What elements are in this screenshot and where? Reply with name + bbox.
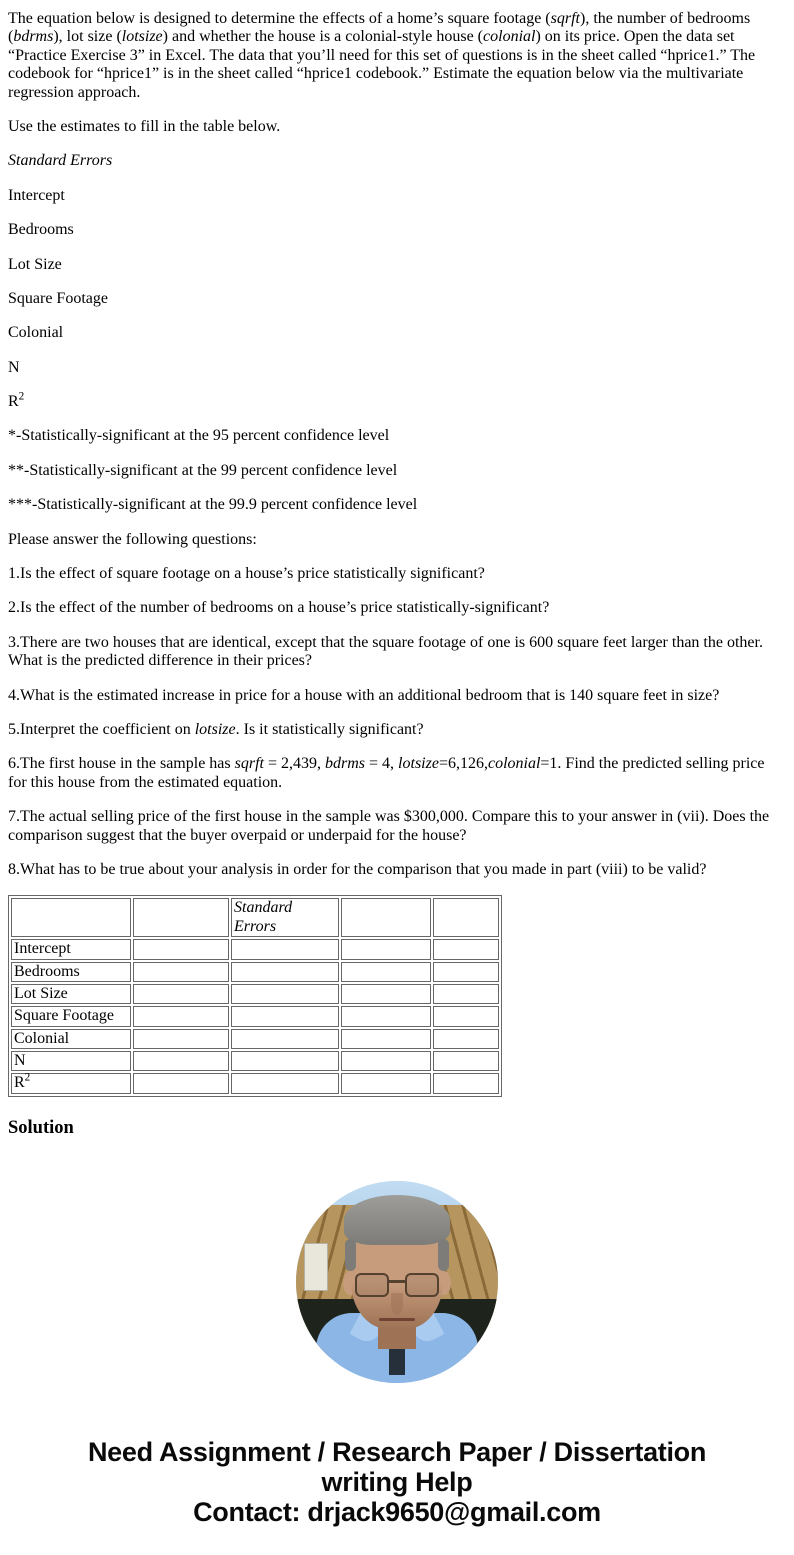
avatar-hair-side-right [438,1239,449,1271]
footer-contact-text: Contact: drjack9650@gmail.com [193,1496,601,1527]
empty-cell [433,939,499,959]
table-row [11,1051,499,1071]
empty-cell [133,1006,229,1026]
solution-heading: Solution [8,1117,74,1138]
empty-cell [433,1029,499,1049]
avatar-wall-frame [304,1243,328,1291]
intro-paragraph: The equation below is designed to determine the effects of a home’s square footage (sqrft), the number of bedrooms (bdrms), lot size (lotsize) and whether the house is a colonial-style house (colonial) on its price. Open the data set “Practice Exercise 3” in Excel. The data that you’ll need for this set of questions is in the sheet called “hprice1.” The codebook for “hprice1” is in the sheet called “hprice1 codebook.” Estimate the equation below via the multivariate regression approach. [8,10,756,101]
question-3: 3.There are two houses that are identical, except that the square footage of one is 600 square feet larger than the other. What is the predicted difference in their prices? [8,633,763,670]
field-label-square-footage: Square Footage [8,289,108,307]
empty-cell [341,898,431,937]
table-header-row [11,898,499,937]
avatar-glasses-bridge [389,1280,405,1283]
r-label: R [8,393,19,411]
question-7: 7.The actual selling price of the first house in the sample was $300,000. Compare this to your answer in (vii). Does the comparison suggest that the buyer overpaid or underpaid for the house? [8,808,770,844]
table-row [11,1029,499,1049]
empty-cell [433,1051,499,1071]
footer-help-line2: writing Help [321,1466,473,1497]
question-4: 4.What is the estimated increase in price for a house with an additional bedroom that is 140 square feet in size? [8,686,720,704]
standard-errors-label: Standard Errors [8,152,113,170]
empty-cell [341,1073,431,1093]
table-row [11,1006,499,1026]
avatar-nose [391,1293,403,1315]
row-label-cell: Bedrooms [11,962,131,982]
empty-cell [231,1006,339,1026]
question-2: 2.Is the effect of the number of bedrooms on a house’s price statistically-significant? [8,599,550,617]
empty-cell [341,984,431,1004]
avatar-hair-side-left [345,1239,356,1271]
empty-cell [133,984,229,1004]
fill-instruction: Use the estimates to fill in the table below. [8,117,281,135]
questions-intro: Please answer the following questions: [8,530,257,548]
field-label-lot-size: Lot Size [8,255,62,273]
tutor-photo-wrap [8,1181,786,1388]
significance-note-999: ***-Statistically-significant at the 99.9 percent confidence level [8,496,418,514]
question-8: 8.What has to be true about your analysis in order for the comparison that you made in part (viii) to be valid? [8,860,707,878]
question-6: 6.The first house in the sample has sqrft = 2,439, bdrms = 4, lotsize=6,126,colonial=1. Find the predicted selling price for this house from the estimated equation. [8,755,765,791]
empty-cell [231,1073,339,1093]
table-row [11,962,499,982]
row-label-cell: $R^2$ [11,1073,131,1093]
empty-cell [341,1029,431,1049]
empty-cell [433,962,499,982]
row-label-cell: Intercept [11,939,131,959]
empty-cell [341,939,431,959]
significance-note-95: *-Statistically-significant at the 95 percent confidence level [8,427,390,445]
row-label-cell: N [11,1051,131,1071]
empty-cell [231,1029,339,1049]
empty-cell [133,1051,229,1071]
empty-cell [11,898,131,937]
footer-help-line1: Need Assignment / Research Paper / Dissertation [87,1436,707,1467]
avatar-lens-left [355,1273,389,1297]
empty-cell [433,1006,499,1026]
question-5: 5.Interpret the coefficient on lotsize. Is it statistically significant? [8,720,424,738]
table-row [11,939,499,959]
empty-cell [433,1073,499,1093]
avatar-mouth [379,1318,415,1321]
table-row [11,984,499,1004]
significance-note-99: **-Statistically-significant at the 99 percent confidence level [8,461,398,479]
empty-cell [433,984,499,1004]
estimates-table [8,895,502,1097]
field-label-intercept: Intercept [8,186,65,204]
empty-cell [231,984,339,1004]
empty-cell [133,898,229,937]
empty-cell [133,939,229,959]
row-label-cell: Square Footage [11,1006,131,1026]
empty-cell [231,1051,339,1071]
field-label-colonial: Colonial [8,324,64,342]
tutor-photo [296,1181,498,1383]
empty-cell [133,962,229,982]
empty-cell [133,1029,229,1049]
question-1: 1.Is the effect of square footage on a house’s price statistically significant? [8,565,485,583]
table-row [11,1073,499,1093]
empty-cell [231,962,339,982]
empty-cell [341,1006,431,1026]
avatar-lens-right [405,1273,439,1297]
empty-cell [341,962,431,982]
field-label-bedrooms: Bedrooms [8,221,74,239]
field-label-n: N [8,358,20,376]
empty-cell [231,939,339,959]
r-superscript: 2 [18,390,25,403]
empty-cell [133,1073,229,1093]
empty-cell [433,898,499,937]
row-label-cell: Colonial [11,1029,131,1049]
empty-cell [341,1051,431,1071]
standard-errors-header-cell: Standard Errors [231,898,339,937]
footer-banner [8,1437,786,1527]
field-label-r-squared [8,390,786,411]
row-label-cell: Lot Size [11,984,131,1004]
avatar-hair [344,1195,450,1245]
